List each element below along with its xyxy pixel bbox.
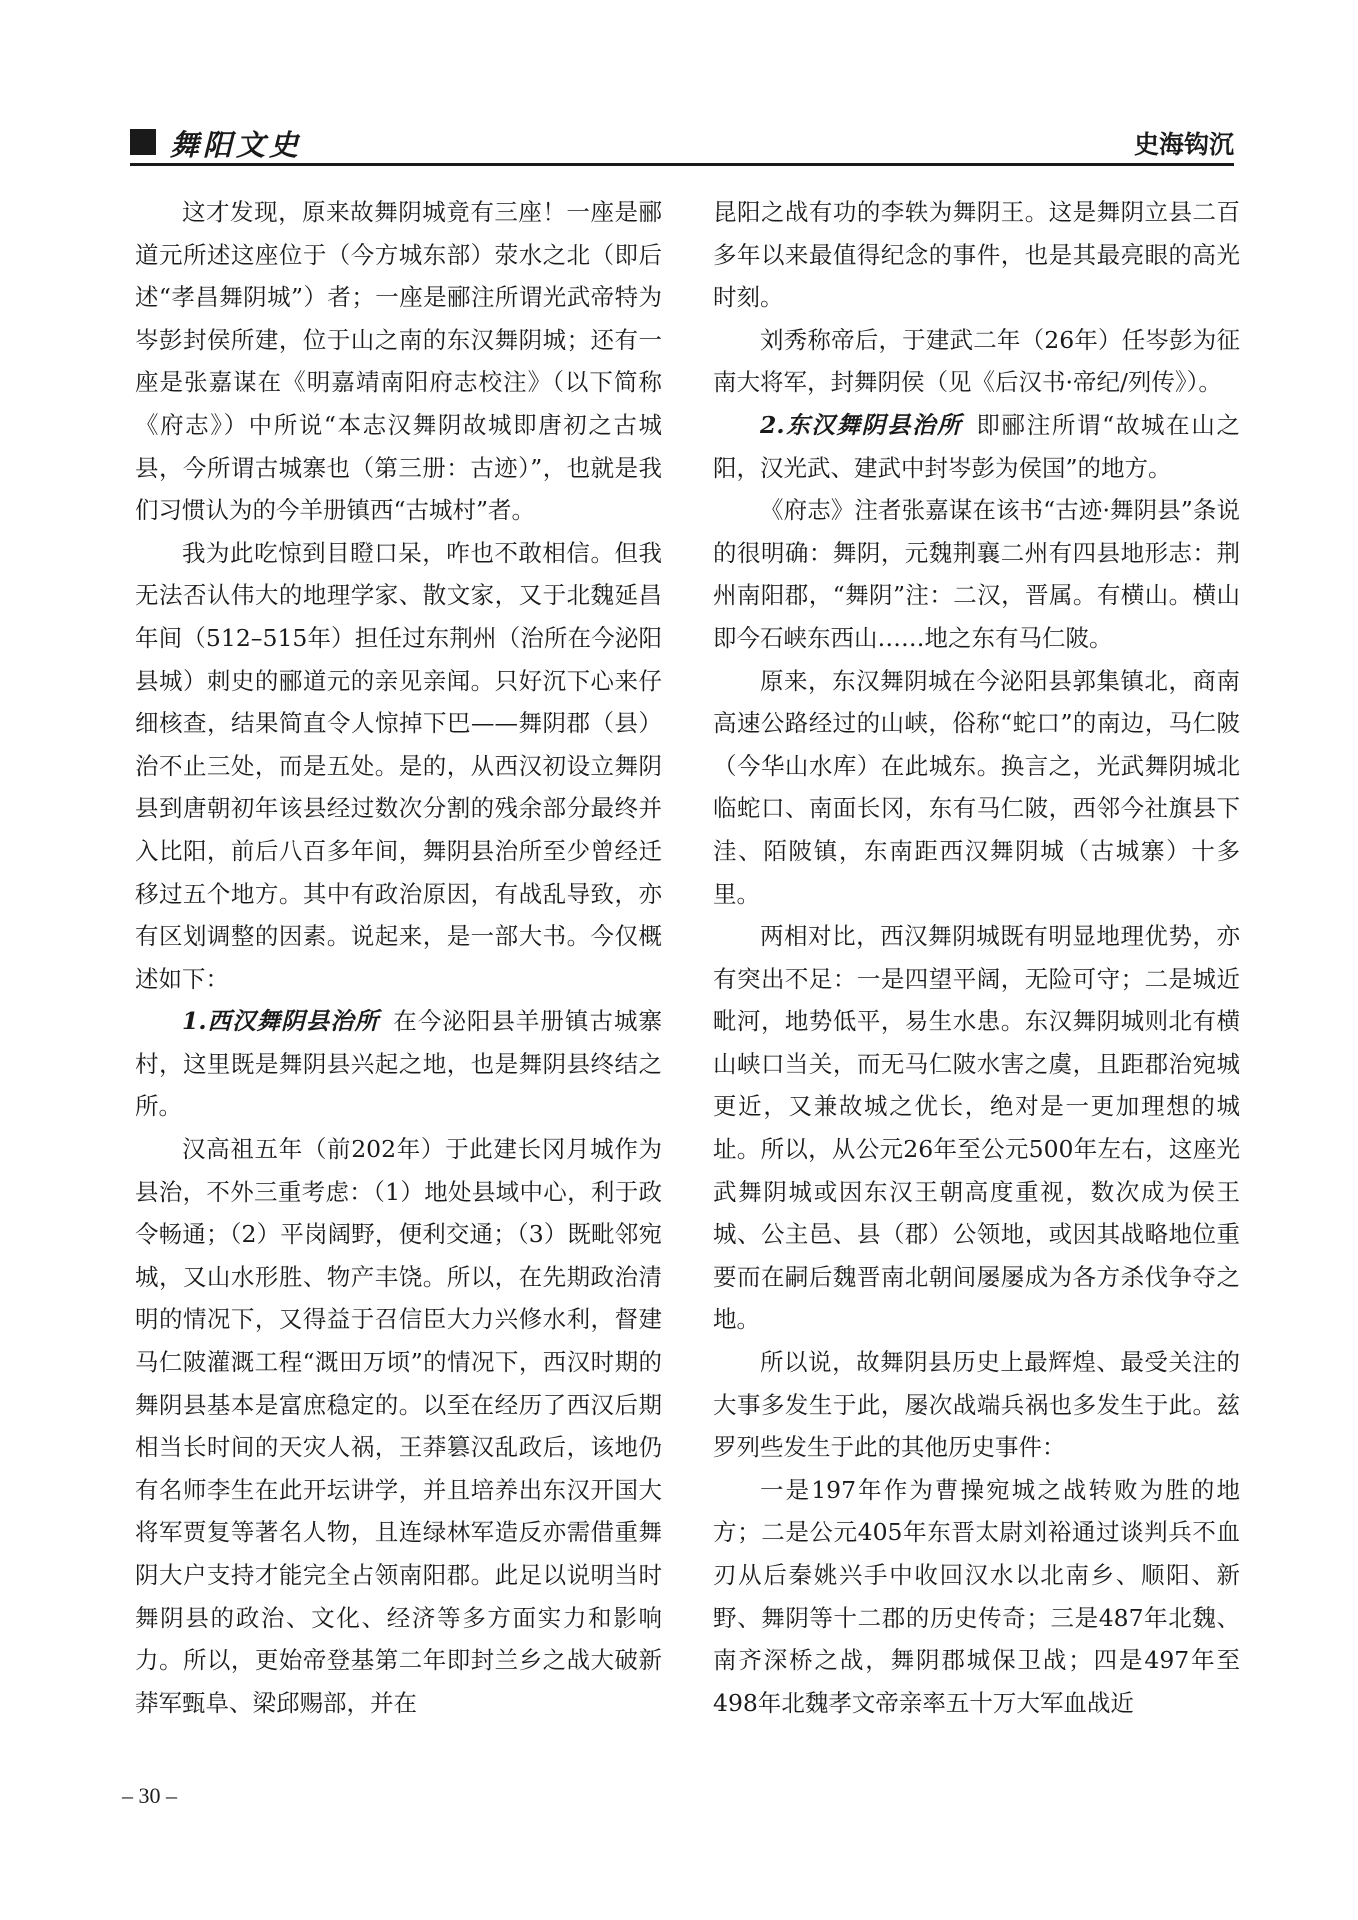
subsection-heading: 2.东汉舞阴县治所 xyxy=(760,410,963,439)
paragraph: 我为此吃惊到目瞪口呆，咋也不敢相信。但我无法否认伟大的地理学家、散文家，又于北魏延昌年间（512–515年）担任过东荆州（治所在今泌阳县城）刺史的郦道元的亲见亲闻。只好沉下心来仔细核查，结果简直令人惊掉下巴——舞阴郡（县）治不止三处，而是五处。是的，从西汉初设立舞阴县到唐朝初年该县经过数次分割的残余部分最终并入比阳，前后八百多年间，舞阴县治所至少曾经迁移过五个地方。其中有政治原因，有战乱导致，亦有区划调整的因素。说起来，是一部大书。今仅概述如下： xyxy=(135,538,662,993)
paragraph-continuation: 昆阳之战有功的李轶为舞阴王。这是舞阴立县二百多年以来最值得纪念的事件，也是其最亮眼的高光时刻。 xyxy=(713,198,1240,312)
paragraph: 汉高祖五年（前202年）于此建长冈月城作为县治，不外三重考虑：（1）地处县域中心，利于政令畅通；（2）平岗阔野，便利交通；（3）既毗邻宛城，又山水形胜、物产丰饶。所以，在先期政治清明的情况下，又得益于召信臣大力兴修水利，督建马仁陂灌溉工程“溉田万顷”的情况下，西汉时期的舞阴县基本是富庶稳定的。以至在经历了西汉后期相当长时间的天灾人祸，王莽篡汉乱政后，该地仍有名师李生在此开坛讲学，并且培养出东汉开国大将军贾复等著名人物，且连绿林军造反亦需借重舞阴大户支持才能完全占领南阳郡。此足以说明当时舞阴县的政治、文化、经济等多方面实力和影响力。所以，更始帝登基第二年即封兰乡之战大破新莽军甄阜、梁邱赐部，并在 xyxy=(135,1135,662,1717)
left-column xyxy=(135,191,662,1724)
paragraph: 《府志》注者张嘉谋在该书“古迹·舞阴县”条说的很明确：舞阴，元魏荆襄二州有四县地形志：荆州南阳郡，“舞阴”注：二汉，晋属。有横山。横山即今石峡东西山……地之东有马仁陂。 xyxy=(713,496,1240,652)
running-header xyxy=(130,122,1234,162)
subsection-heading: 1.西汉舞阴县治所 xyxy=(182,1007,380,1036)
journal-title: 舞阳文史 xyxy=(170,128,303,162)
header-square-icon xyxy=(130,129,156,155)
paragraph: 1.西汉舞阴县治所 在今泌阳县羊册镇古城寨村，这里既是舞阴县兴起之地，也是舞阴县终结之所。 xyxy=(135,1007,662,1121)
paragraph: 刘秀称帝后，于建武二年（26年）任岑彭为征南大将军，封舞阴侯（见《后汉书·帝纪/列传》）。 xyxy=(713,325,1240,397)
paragraph: 原来，东汉舞阴城在今泌阳县郭集镇北，商南高速公路经过的山峡，俗称“蛇口”的南边，马仁陂（今华山水库）在此城东。换言之，光武舞阴城北临蛇口、南面长冈，东有马仁陂，西邻今社旗县下洼、陌陂镇，东南距西汉舞阴城（古城寨）十多里。 xyxy=(713,666,1240,908)
page-number: – 30 – xyxy=(122,1783,177,1808)
right-column xyxy=(713,191,1240,1724)
paragraph: 2.东汉舞阴县治所 即郦注所谓“故城在山之阳，汉光武、建武中封岑彭为侯国”的地方。 xyxy=(713,410,1240,482)
paragraph: 所以说，故舞阴县历史上最辉煌、最受关注的大事多发生于此，屡次战端兵祸也多发生于此。兹罗列些发生于此的其他历史事件： xyxy=(713,1348,1240,1462)
paragraph: 两相对比，西汉舞阴城既有明显地理优势，亦有突出不足：一是四望平阔，无险可守；二是城近毗河，地势低平，易生水患。东汉舞阴城则北有横山峡口当关，而无马仁陂水害之虞，且距郡治宛城更近，又兼故城之优长，绝对是一更加理想的城址。所以，从公元26年至公元500年左右，这座光武舞阴城或因东汉王朝高度重视，数次成为侯王城、公主邑、县（郡）公领地，或因其战略地位重要而在嗣后魏晋南北朝间屡屡成为各方杀伐争夺之地。 xyxy=(713,922,1240,1334)
paragraph: 这才发现，原来故舞阴城竟有三座！一座是郦道元所述这座位于（今方城东部）荥水之北（即后述“孝昌舞阴城”）者；一座是郦注所谓光武帝特为岑彭封侯所建，位于山之南的东汉舞阴城；还有一座是张嘉谋在《明嘉靖南阳府志校注》（以下简称《府志》）中所说“本志汉舞阴故城即唐初之古城县，今所谓古城寨也（第三册：古迹）”，也就是我们习惯认为的今羊册镇西“古城村”者。 xyxy=(135,198,662,525)
paragraph: 一是197年作为曹操宛城之战转败为胜的地方；二是公元405年东晋太尉刘裕通过谈判兵不血刃从后秦姚兴手中收回汉水以北南乡、顺阳、新野、舞阴等十二郡的历史传奇；三是487年北魏、南齐深桥之战，舞阴郡城保卫战；四是497年至498年北魏孝文帝亲率五十万大军血战近 xyxy=(713,1475,1240,1717)
header-rule xyxy=(130,163,1234,166)
section-title: 史海钩沉 xyxy=(1133,130,1234,159)
